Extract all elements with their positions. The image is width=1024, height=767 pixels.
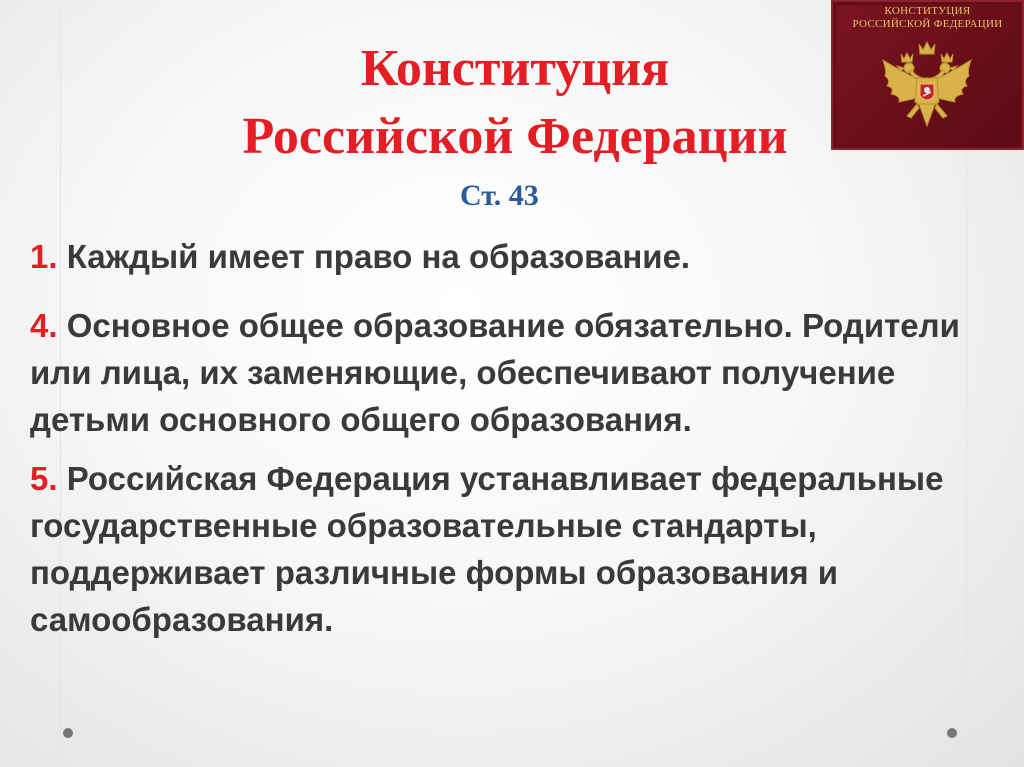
- point-number: 4.: [30, 307, 58, 344]
- point-4: [30, 302, 975, 443]
- article-number: Ст. 43: [460, 179, 539, 212]
- cover-title-line1: КОНСТИТУЦИЯ: [884, 5, 971, 17]
- next-slide-dot[interactable]: [947, 728, 957, 738]
- slide-title-line1: Конституция: [360, 40, 670, 97]
- cover-title-line2: РОССИЙСКОЙ ФЕДЕРАЦИИ: [852, 18, 1003, 30]
- point-number: 5.: [30, 460, 58, 497]
- point-text: Основное общее образование обязательно. Родители или лица, их заменяющие, обеспечивают получение детьми основного общего образования.: [30, 307, 960, 438]
- double-headed-eagle-icon: [879, 40, 975, 140]
- point-text: Российская Федерация устанавливает федеральные государственные образовательные стандарты, поддерживает различные формы образования и самообразования.: [30, 460, 944, 638]
- constitution-cover-image: [831, 0, 1024, 150]
- previous-slide-dot[interactable]: [63, 728, 73, 738]
- point-number: 1.: [30, 238, 58, 275]
- slide-title-line2: Российской Федерации: [242, 108, 788, 165]
- point-text: Каждый имеет право на образование.: [57, 238, 691, 275]
- point-5: [30, 455, 975, 643]
- point-1: [30, 233, 975, 280]
